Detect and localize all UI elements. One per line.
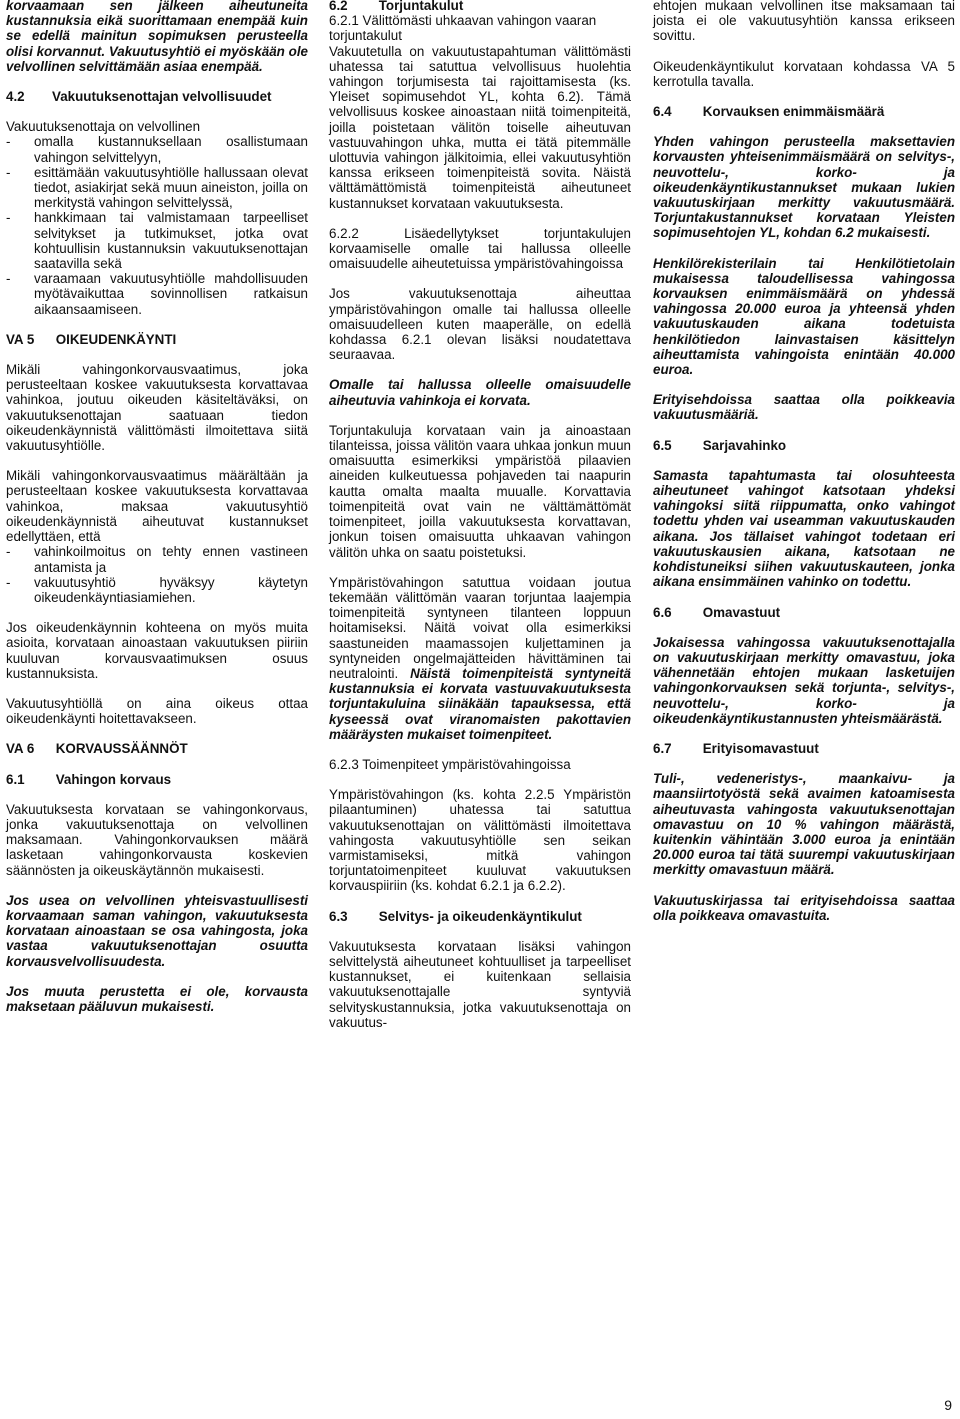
list-item: - esittämään vakuutusyhtiölle hallussaan olevat tiedot, asiakirjat sekä muun aineiston, joilla on merkitystä vahingon selvittelyssä,	[6, 165, 308, 211]
paragraph-text: Ympäristövahingon satuttua voidaan joutua tekemään välittömän vaaran torjuntaa laajempia toimenpiteitä syntyneen tilanteen loppuun hoitamiseksi. Näitä voivat olla esimerkiksi saastuneiden maamassojen kuljettaminen ja syntyneiden ongelmajätteiden hävittäminen tai neutralointi.	[329, 574, 631, 681]
section-number: 6.6	[653, 604, 672, 620]
subheading-6-2-2: 6.2.2 Lisäedellytykset torjuntakulujen korvaamiselle omalle tai hallussa olleelle omaisuudelle aiheutetuissa ympäristövahingoissa	[329, 225, 631, 272]
section-title: Vahingon korvaus	[55, 771, 172, 787]
section-number: VA 5	[6, 331, 35, 347]
section-number: VA 6	[6, 741, 35, 757]
dash-list	[6, 134, 308, 316]
column-left	[6, 0, 308, 1029]
paragraph: Vakuutuksenottaja on velvollinen	[6, 119, 201, 135]
subheading-6-2-1: 6.2.1 Välittömästi uhkaavan vahingon vaaran torjuntakulut	[329, 13, 597, 44]
section-title: Vakuutuksenottajan velvollisuudet	[52, 89, 272, 105]
section-title: KORVAUSSÄÄNNÖT	[55, 741, 188, 757]
paragraph: ehtojen mukaan velvollinen itse maksamaan tai joista ei ole vakuutusyhtiön kanssa erikseen sovittu.	[653, 0, 955, 44]
paragraph-emphasis: Jos muuta perustetta ei ole, korvausta maksetaan pääluvun mukaisesti.	[6, 983, 308, 1014]
paragraph-emphasis: Yhden vahingon perusteella maksettavien korvausten yhteisenimmäismäärä on selvitys-, neuvottelu-, korko- ja oikeudenkäyntikustannukset mukaan lukien vakuutuskirjaan merkitty vakuutusmäärä. Torjuntakustannukset korvataan Yleisten sopimusehtojen YL, kohdan 6.2 mukaisesti.	[653, 134, 955, 241]
list-item: - varaamaan vakuutusyhtiölle mahdollisuuden myötävaikuttaa sovinnollisen ratkaisun aikaansaamiseen.	[6, 271, 308, 317]
section-title: OIKEUDENKÄYNTI	[55, 331, 177, 347]
paragraph-emphasis: Henkilörekisterilain tai Henkilötietolain mukaisessa taloudellisessa vahingossa korvauksen enimmäismäärä on yhdessä vahingossa 20.000 euroa ja yhteensä yhden vakuutuskauden aikana todetuista henkilötiedon lainvastaisen käsittelyn aiheuttamista vahingoista enintään 40.000 euroa.	[653, 255, 955, 378]
heading-va6	[6, 741, 308, 756]
section-title: Omavastuut	[702, 604, 781, 620]
heading-6-1	[6, 772, 308, 787]
heading-6-6	[653, 605, 955, 620]
paragraph: Vakuutuksesta korvataan lisäksi vahingon selvittelystä aiheutuneet kohtuulliset ja tarpeelliset kustannukset, ei kuitenkaan sellaisia vakuutuksenottajalle syntyviä selvityskustannuksia, jotka vakuutuksenottaja on vakuutus-	[329, 938, 631, 1030]
paragraph-emphasis: Jos usea on velvollinen yhteisvastuullisesti korvaamaan saman vahingon, vakuutuksesta korvataan ainoastaan se osa vahingosta, joka vastaa vakuutuksenottajan osuutta korvausvelvollisuudesta.	[6, 892, 308, 969]
section-number: 6.3	[329, 908, 348, 924]
paragraph: Mikäli vahingonkorvausvaatimus, joka perusteeltaan koskee vakuutuksesta korvattavaa vahinkoa, joutuu oikeuden käsiteltäväksi, on vakuutuksenottajan saatuaan tiedon oikeudenkäynnistä välittömästi ilmoitettava siitä vakuutusyhtiölle.	[6, 362, 308, 454]
paragraph-emphasis: Tuli-, vedeneristys-, maankaivu- ja maansiirtotyöstä sekä avaimen katoamisesta aiheutuvasta vahingosta vakuutuksenottajan omavastuu on 10 % vahingon määrästä, kuitenkin vähintään 3.000 euroa ja enintään 20.000 euroa tai tätä suurempi vakuutuskirjaan merkitty omavastuun määrä.	[653, 771, 955, 878]
section-number: 4.2	[6, 89, 25, 105]
paragraph-emphasis: Samasta tapahtumasta tai olosuhteesta aiheutuneet vahingot katsotaan yhdeksi vahingoksi siitä riippumatta, onko vahingot todettu yhden vai useamman vakuutuskauden aikana. Jos tällaiset vahingot todetaan eri vakuutuskausien aikana, katsotaan ne kohdistuneiksi siihen vakuutuskauteen, jonka aikana ensimmäinen vahinko on todettu.	[653, 467, 955, 590]
dash-list	[6, 544, 308, 605]
subheading-6-2-3: 6.2.3 Toimenpiteet ympäristövahingoissa	[329, 756, 571, 772]
section-title: Erityisomavastuut	[702, 740, 819, 756]
section-number: 6.2	[329, 0, 348, 13]
list-item: - vakuutusyhtiö hyväksyy käytetyn oikeudenkäyntiasiamiehen.	[6, 575, 308, 605]
heading-4-2	[6, 89, 308, 104]
paragraph: Torjuntakuluja korvataan vain ja ainoastaan tilanteissa, joissa välitön vaara uhkaa jonkun muun omaisuutta esimerkiksi ympäristöä pilaavien aineiden kulkeutuessa pohjaveden tai naapurin kautta omalta maalta muualle. Korvattavia toimenpiteitä ovat vain ne välttämättömät toimenpiteet, joilla vakuutuksesta korvattavan, jonkun toisen omaisuutta uhkaavan vahingon välitön uhka on saatu poistetuksi.	[329, 422, 631, 560]
heading-va5	[6, 332, 308, 347]
paragraph: Jos vakuutuksenottaja aiheuttaa ympäristövahingon omalle tai hallussa olleelle omaisuudelleen kuten maaperälle, on edellä kohdassa 6.2.1 olevan lisäksi noudatettava seuraavaa.	[329, 286, 631, 363]
intro-paragraph: korvaamaan sen jälkeen aiheutuneita kustannuksia eikä suorittamaan enempää kuin se edellä mainitun sopimuksen perusteella olisi korvannut. Vakuutusyhtiö ei myöskään ole velvollinen selvittämään asiaa enempää.	[6, 0, 308, 74]
list-item: - vahinkoilmoitus on tehty ennen vastineen antamista ja	[6, 544, 308, 574]
heading-6-4	[653, 104, 955, 119]
paragraph-emphasis: Vakuutuskirjassa tai erityisehdoissa saattaa olla poikkeava omavastuita.	[653, 892, 955, 923]
heading-6-5	[653, 438, 955, 453]
section-number: 6.1	[6, 771, 25, 787]
column-middle	[329, 0, 631, 1045]
paragraph-emphasis: Erityisehdoissa saattaa olla poikkeavia vakuutusmääriä.	[653, 392, 955, 423]
column-right	[653, 0, 955, 938]
heading-6-2	[329, 0, 631, 13]
paragraph: Mikäli vahingonkorvausvaatimus määrältään ja perusteeltaan koskee vakuutuksesta korvattavaa vahinkoa, maksaa vakuutusyhtiö oikeudenkäynnistä aiheutuvat kustannukset edellyttäen, että	[6, 468, 308, 545]
section-title: Korvauksen enimmäismäärä	[702, 104, 885, 120]
heading-6-3	[329, 909, 631, 924]
paragraph: Oikeudenkäyntikulut korvataan kohdassa VA 5 kerrotulla tavalla.	[653, 58, 955, 89]
section-number: 6.4	[653, 104, 672, 120]
list-item: - omalla kustannuksellaan osallistumaan vahingon selvittelyyn,	[6, 134, 308, 164]
paragraph-emphasis: Omalle tai hallussa olleelle omaisuudelle aiheutuvia vahinkoja ei korvata.	[329, 377, 631, 408]
paragraph: Jos oikeudenkäynnin kohteena on myös muita asioita, korvataan ainoastaan vakuutuksen piiriin kuuluvan korvausvaatimuksen osuus kustannuksista.	[6, 620, 308, 681]
paragraph: Ympäristövahingon (ks. kohta 2.2.5 Ympäristön pilaantuminen) uhatessa tai satuttua vakuutuksenottajan on välittömästi ilmoitettava vahingosta vakuutusyhtiölle sen seikan varmistamiseksi, mitkä vahingon torjuntatoimenpiteet kuuluvat vakuutuksen korvauspiiriin (ks. kohdat 6.2.1 ja 6.2.2).	[329, 787, 631, 894]
paragraph: Vakuutetulla on vakuutustapahtuman välittömästi uhatessa tai satuttua velvollisuus huolehtia vahingon torjumisesta tai rajoittamisesta (ks. Yleiset sopimusehdot YL, kohta 6.2). Tämä velvollisuus koskee ainoastaan niitä toimenpiteitä, joilla poistetaan välitön toiselle aiheutuvan vastuuvahingon uhka, mutta ei tätä pitemmälle ulottuvia vahingon jälkitoimia, ellei vakuutusyhtiön kanssa erikseen toimenpiteistä sovita. Näistä välttämättömistä toimenpiteistä aiheutuneet kustannukset korvataan vakuutuksesta.	[329, 43, 631, 211]
section-number: 6.5	[653, 437, 672, 453]
list-item: - hankkimaan tai valmistamaan tarpeelliset selvitykset ja tutkimukset, jotka ovat kohtuullisin kustannuksin vakuutuksenottajan saatavilla sekä	[6, 210, 308, 271]
paragraph	[329, 575, 631, 742]
page-number: 9	[944, 1397, 952, 1413]
section-number: 6.7	[653, 740, 672, 756]
section-title: Torjuntakulut	[378, 0, 464, 13]
section-title: Selvitys- ja oikeudenkäyntikulut	[378, 908, 582, 924]
paragraph-emphasis: Jokaisessa vahingossa vakuutuksenottajalla on vakuutuskirjaan merkitty omavastuu, joka vähennetään ehtojen mukaan lasketuijen vahingonkorvauksen sekä torjunta-, selvitys-, neuvottelu-, korko- ja oikeudenkäyntikustannusten yhteismäärästä.	[653, 634, 955, 726]
paragraph-emphasis: Näistä toimenpiteistä syntyneitä kustannuksia ei korvata vastuuvakuutuksesta torjuntakuluina siinäkään tapauksessa, että kyseessä ovat viranomaisten pakottavien määräysten mukaiset toimenpiteet.	[329, 665, 631, 742]
paragraph: Vakuutusyhtiöllä on aina oikeus ottaa oikeudenkäynti hoitettavakseen.	[6, 695, 308, 727]
section-title: Sarjavahinko	[702, 437, 787, 453]
heading-6-7	[653, 741, 955, 756]
paragraph: Vakuutuksesta korvataan se vahingonkorvaus, jonka vakuutuksenottaja on velvollinen maksamaan. Vahingonkorvauksen määrä lasketaan vahingonkorvausta koskevien säännösten ja oikeuskäytännön mukaisesti.	[6, 801, 308, 878]
